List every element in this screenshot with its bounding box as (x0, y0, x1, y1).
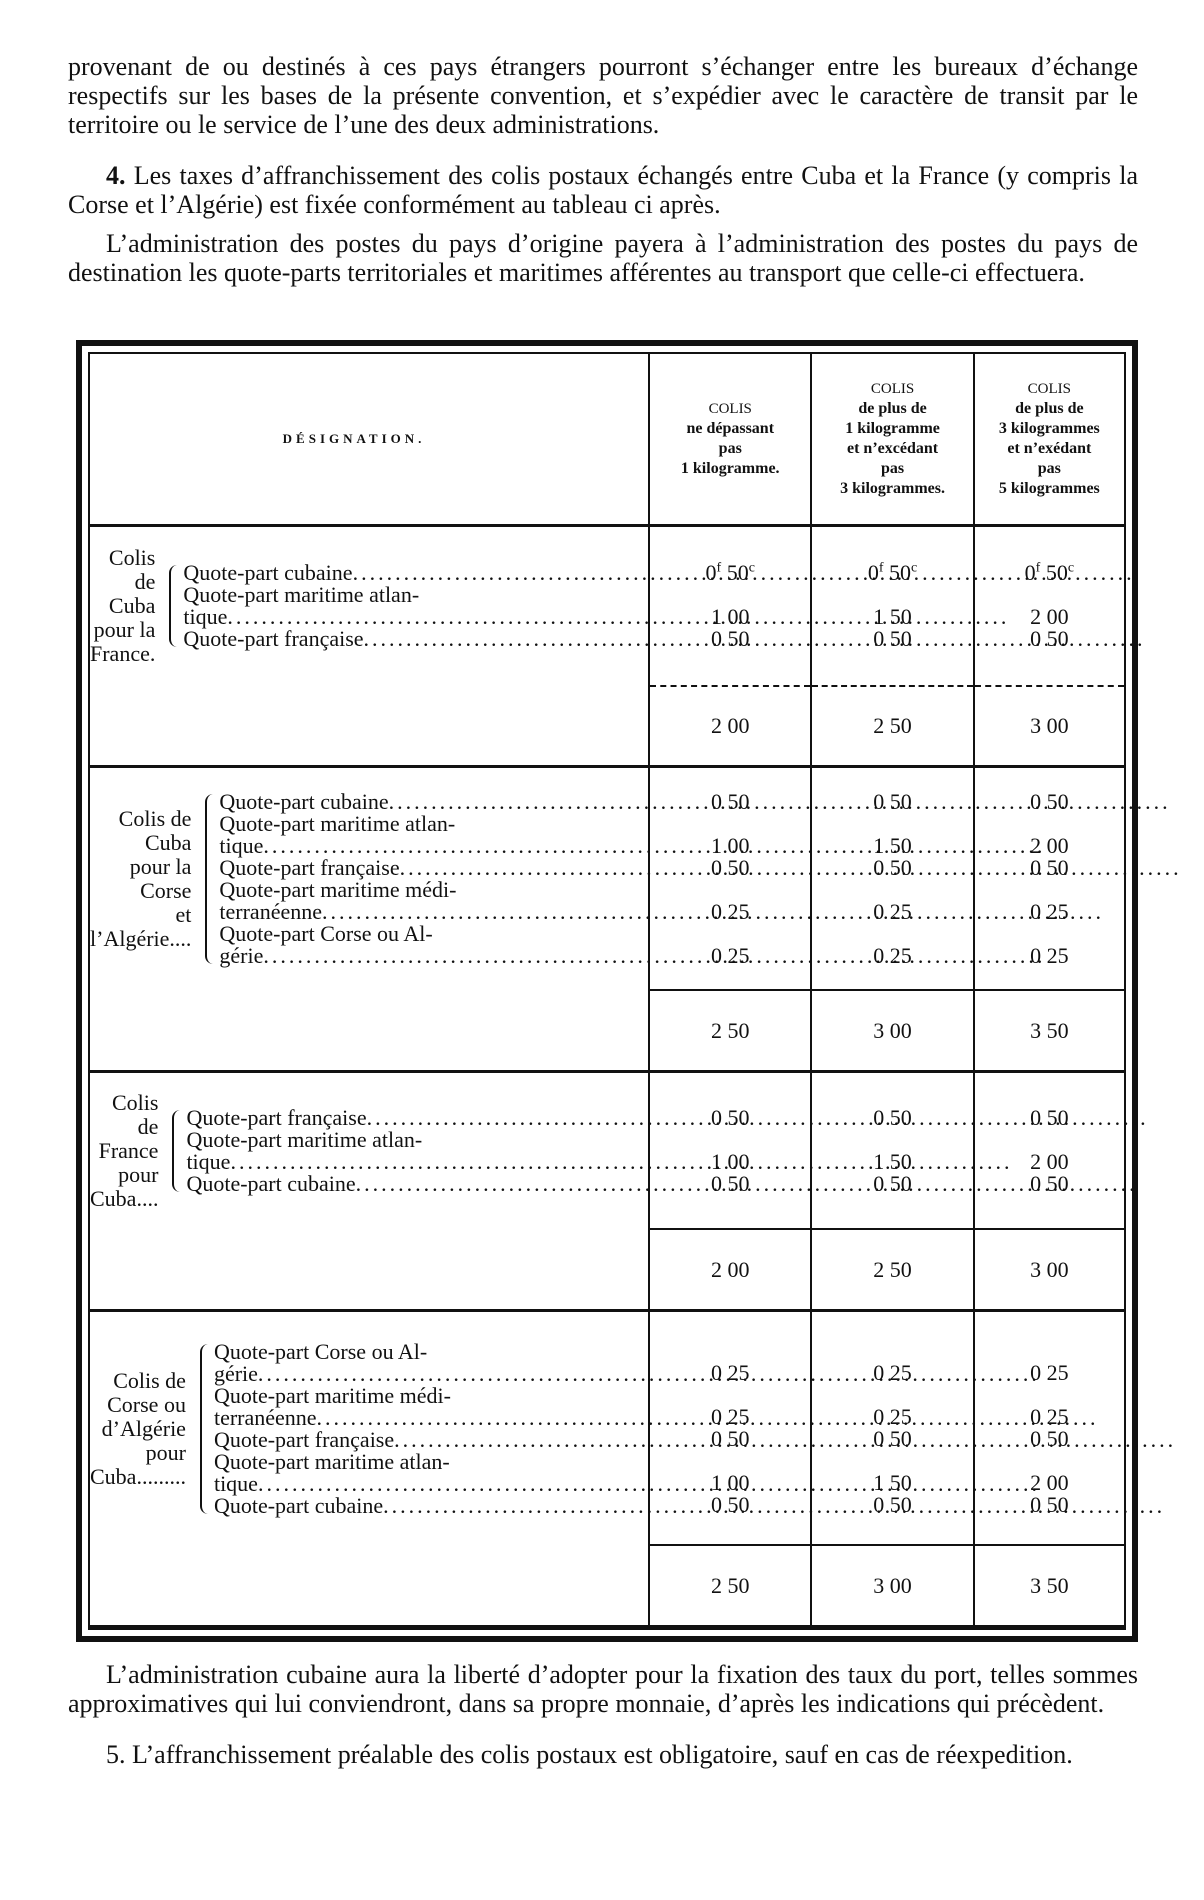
intro-paragraph-3: L’administration des postes du pays d’origine payera à l’administration des postes du pays de destination les quote-parts territoriales et maritimes afférentes au transport que celle-ci effectuera. (68, 229, 1138, 287)
leader-dots (364, 625, 1146, 651)
group-designation (90, 526, 649, 686)
item-label-line (186, 1148, 1148, 1175)
brace-icon (164, 1110, 182, 1192)
value-cell: 0 50 (1030, 1170, 1069, 1196)
value-cell: 0 50 (710, 788, 750, 814)
group-items (179, 559, 1155, 652)
group-name (90, 1091, 164, 1211)
item-label-cont: tique (183, 604, 228, 630)
item-label-cont: tique (186, 1149, 231, 1175)
leader-dots (230, 1148, 1148, 1174)
group-name-line: pour la Corse (129, 854, 192, 904)
item-label: Quote-part cubaine (213, 1492, 384, 1518)
leader-dots (227, 603, 1145, 629)
header-line: pas (880, 460, 905, 478)
item-label-cont: gérie (219, 943, 264, 969)
value-cell: 0 25 (1030, 942, 1069, 968)
value-cell: 1 50 (873, 1470, 912, 1496)
group-desc (90, 768, 648, 990)
total-value: 2 50 (811, 686, 973, 767)
value-cell: 0 50 (710, 854, 750, 880)
table-group-row (90, 767, 1124, 991)
item-label-line: Quote-part maritime atlan- (219, 811, 456, 837)
intro-paragraph-2 (68, 161, 1138, 219)
value-cell: 0 50 (1030, 1426, 1069, 1452)
table-group-row (90, 526, 1124, 686)
value-cell: 0$^f$ 50$^c$ (867, 559, 918, 585)
item-label-cont: tique (219, 833, 264, 859)
item-label-line (183, 625, 1145, 652)
value-cell: 0 50 (710, 625, 750, 651)
brace-icon (192, 1344, 210, 1514)
value-cell: 0 50 (1030, 625, 1069, 651)
value-cell: 0 50 (873, 1492, 912, 1518)
group-name (90, 807, 197, 951)
value-cell: 0 50 (710, 1170, 750, 1196)
item-label-line: Quote-part Corse ou Al- (213, 1338, 428, 1364)
value-cell: 1 00 (710, 1470, 750, 1496)
value-cell: 0 25 (873, 942, 912, 968)
article-number-4: 4. (106, 161, 126, 190)
total-value: 3 50 (974, 990, 1124, 1071)
item-label-line (183, 603, 1145, 630)
total-value: 3 00 (811, 1545, 973, 1626)
group-name-line: pour la France. (90, 617, 156, 667)
header-line: 1 kilogramme (845, 420, 940, 438)
header-line: 3 kilogrammes. (840, 480, 945, 498)
item-label-cont: gérie (213, 1360, 258, 1386)
value-cell: 0 25 (710, 898, 750, 924)
item-label: Quote-part cubaine (186, 1171, 356, 1197)
group-name-line: Colis de Cuba (108, 545, 156, 619)
header-col-2 (811, 354, 973, 526)
group-items (182, 1104, 1158, 1197)
total-value: 3 00 (974, 1229, 1124, 1310)
value-cell: 1 50 (873, 603, 912, 629)
total-blank (90, 990, 649, 1071)
group-name-line: Colis de France (98, 1090, 159, 1164)
table-total-row (90, 990, 1124, 1071)
value-cell: 0 25 (873, 1360, 912, 1386)
value-cell: 0 50 (710, 1492, 750, 1518)
item-label-cont: terranéenne (219, 899, 322, 925)
total-value: 2 00 (649, 1229, 811, 1310)
value-cell: 0 50 (1030, 788, 1069, 814)
intro-paragraph-1: provenant de ou destinés à ces pays étrangers pourront s’échanger entre les bureaux d’échange respectifs sur les bases de la présente convention, et s’expédier avec le caractère de transit par le territoire ou le service de l’une des deux administrations. (68, 52, 1138, 139)
header-line: 5 kilogrammes (998, 480, 1100, 498)
item-label: Quote-part française (213, 1426, 395, 1452)
header-line: COLIS (708, 401, 752, 418)
item-label-line: Quote-part Corse ou Al- (219, 921, 433, 947)
group-designation (90, 1311, 649, 1545)
header-line: 3 kilogrammes (998, 420, 1100, 438)
item-label-line: Quote-part maritime médi- (213, 1382, 451, 1408)
header-line: ne dépassant (686, 420, 775, 438)
brace-icon (161, 565, 179, 647)
table-group-row (90, 1311, 1124, 1545)
table-total-row (90, 1229, 1124, 1310)
value-cell: 0 50 (710, 1104, 750, 1130)
value-cell: 0 25 (1030, 1404, 1069, 1430)
item-label: Quote-part française (183, 626, 364, 652)
outro-paragraph-2 (68, 1740, 1138, 1769)
value-cell: 0 25 (873, 898, 912, 924)
value-cell: 0 50 (1030, 1104, 1069, 1130)
value-cell: 0 50 (873, 1426, 912, 1452)
header-line: COLIS (870, 381, 915, 398)
total-value: 3 00 (974, 686, 1124, 767)
total-value: 2 50 (649, 1545, 811, 1626)
value-cell: 1 00 (710, 603, 750, 629)
value-cell: 1 00 (710, 832, 750, 858)
value-cell: 1 50 (873, 1148, 912, 1174)
total-value: 3 50 (974, 1545, 1124, 1626)
value-cell: 0 50 (873, 625, 912, 651)
group-desc (90, 1073, 648, 1229)
item-label: Quote-part française (186, 1105, 367, 1131)
total-value: 2 00 (649, 686, 811, 767)
table-total-row (90, 686, 1124, 767)
brace-icon (197, 794, 215, 964)
group-name-line: Cuba......... (90, 1463, 186, 1489)
value-cell: 0 50 (873, 854, 912, 880)
header-col-1 (649, 354, 811, 526)
item-label: Quote-part française (219, 855, 400, 881)
header-col-3 (974, 354, 1124, 526)
group-desc (90, 527, 648, 685)
table-group-row (90, 1072, 1124, 1230)
value-cell: 0 25 (1030, 1360, 1069, 1386)
value-cell: 1 50 (873, 832, 912, 858)
outro-paragraph-1: L’administration cubaine aura la liberté d’adopter pour la fixation des taux du port, telles sommes approximatives qui lui conviendront, dans sa propre monnaie, d’après les indications qui précèdent. (68, 1660, 1138, 1718)
group-designation (90, 1072, 649, 1230)
group-name-line: pour Cuba.... (90, 1162, 159, 1212)
group-name-line: Colis de Corse ou (107, 1367, 186, 1417)
item-label-cont: terranéenne (213, 1404, 317, 1430)
item-label: Quote-part cubaine (183, 560, 353, 586)
value-cell: 0 50 (873, 1104, 912, 1130)
article-number-5: 5. (106, 1740, 126, 1769)
header-line: et n’exédant (1007, 440, 1092, 458)
header-line: pas (718, 440, 742, 458)
value-cell: 0 50 (1030, 1492, 1069, 1518)
value-cell: 2 00 (1030, 1148, 1069, 1174)
header-line: de plus de (1015, 400, 1084, 418)
item-label-cont: tique (213, 1470, 258, 1496)
value-cell: 2 00 (1030, 603, 1069, 629)
item-label-line: Quote-part maritime médi- (219, 877, 457, 903)
total-value: 3 00 (811, 990, 973, 1071)
header-line: de plus de (858, 400, 927, 418)
group-desc (90, 1312, 648, 1545)
total-blank (90, 1229, 649, 1310)
header-line: COLIS (1027, 381, 1072, 398)
value-cell: 1 00 (710, 1148, 750, 1174)
header-line: et n’excédant (847, 440, 939, 458)
item-label-line (186, 1170, 1148, 1197)
group-name (90, 546, 161, 666)
group-name-line: Colis de Cuba (118, 806, 192, 856)
table-total-row (90, 1545, 1124, 1626)
group-designation (90, 767, 649, 991)
rate-table (90, 354, 1124, 1628)
item-label-line (186, 1104, 1148, 1131)
value-cell: 0 50 (710, 1426, 750, 1452)
item-label-line (183, 559, 1145, 586)
header-line: pas (1037, 460, 1061, 478)
value-cell: 0 25 (710, 1360, 750, 1386)
total-value: 2 50 (811, 1229, 973, 1310)
value-cell: 0 50 (1030, 854, 1069, 880)
group-name-line: et l’Algérie.... (90, 902, 192, 952)
value-cell: 0$^f$ 50$^c$ (1024, 559, 1075, 585)
item-label-line: Quote-part maritime atlan- (183, 582, 420, 608)
header-line: 1 kilogramme. (680, 460, 780, 478)
value-cell: 0 25 (1030, 898, 1069, 924)
total-value: 2 50 (649, 990, 811, 1071)
value-cell: 0 25 (710, 942, 750, 968)
value-cell: 2 00 (1030, 832, 1069, 858)
table-header-row (90, 354, 1124, 526)
outro-paragraph-2-text: L’affranchissement préalable des colis postaux est obligatoire, sauf en cas de réexpedition. (132, 1740, 1073, 1769)
value-cell: 2 00 (1030, 1470, 1069, 1496)
header-designation: DÉSIGNATION. (90, 354, 649, 526)
item-label-line: Quote-part maritime atlan- (186, 1127, 423, 1153)
group-name (90, 1369, 192, 1489)
value-cell: 0 25 (710, 1404, 750, 1430)
item-label-line: Quote-part maritime atlan- (213, 1448, 450, 1474)
intro-paragraph-2-text: Les taxes d’affranchissement des colis postaux échangés entre Cuba et la France (y compris la Corse et l’Algérie) est fixée conformément au tableau ci après. (68, 161, 1139, 219)
value-cell: 0 25 (873, 1404, 912, 1430)
total-blank (90, 686, 649, 767)
intro-text (68, 52, 1138, 297)
group-name-line: d’Algérie pour (101, 1415, 186, 1465)
value-cell: 0 50 (873, 1170, 912, 1196)
rate-table-frame (76, 340, 1138, 1642)
outro-text (68, 1660, 1138, 1779)
value-cell: 0 50 (873, 788, 912, 814)
item-label: Quote-part cubaine (219, 789, 389, 815)
value-cell: 0$^f$ 50$^c$ (705, 559, 755, 585)
total-blank (90, 1545, 649, 1626)
